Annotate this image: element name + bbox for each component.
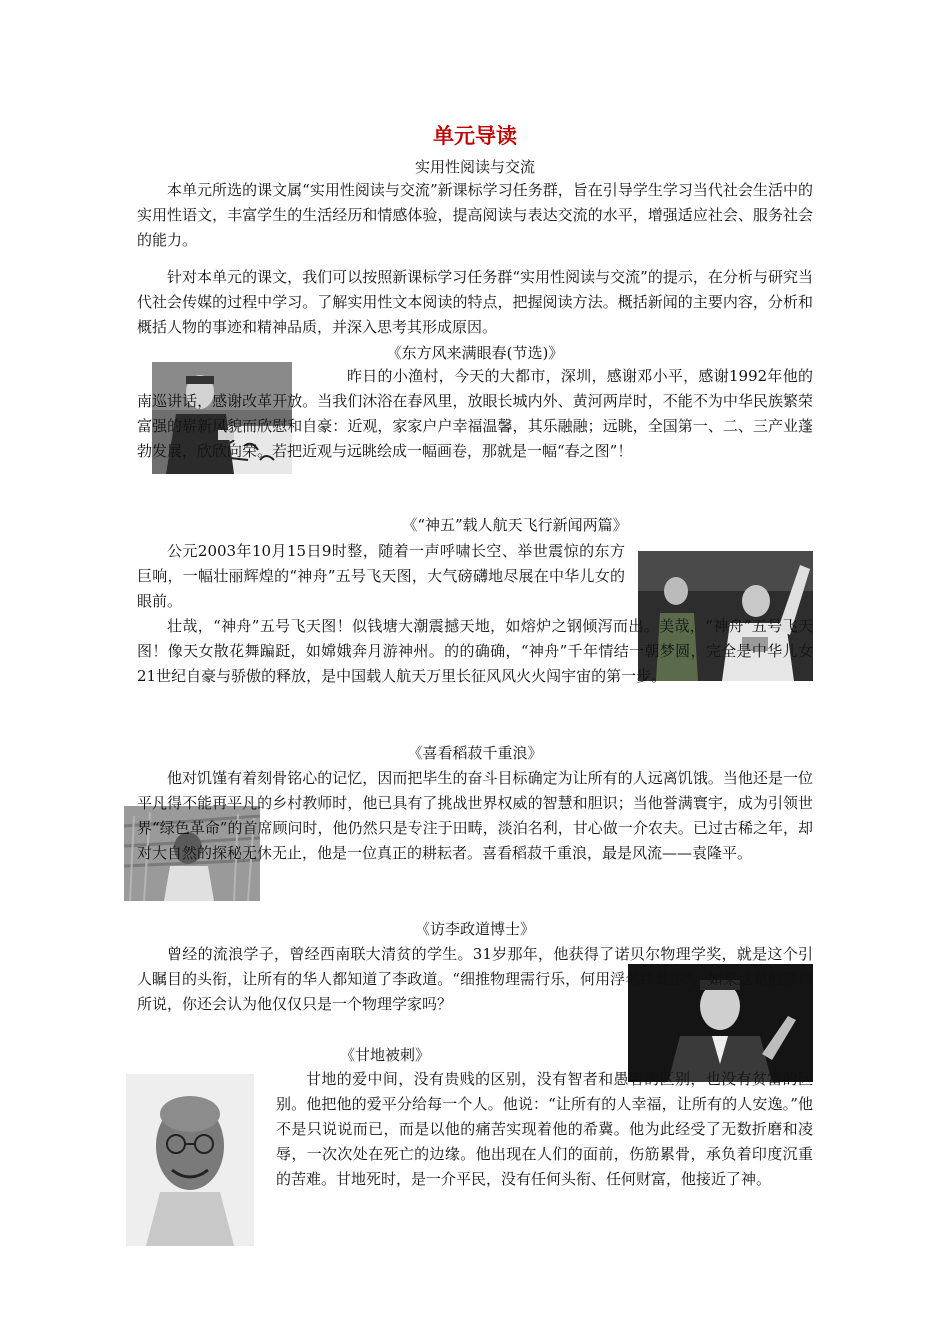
section-text-dongfang: 昨日的小渔村，今天的大都市，深圳，感谢邓小平，感谢1992年他的南巡讲话，感谢改革开放。当我们沐浴在春风里，放眼长城内外、黄河两岸时，不能不为中华民族繁荣富强的崭新风貌而欣慰和自豪：近观，家家户户幸福温馨，其乐融融；远眺，全国第一、二、三产业蓬勃发展，欣欣向荣。若把近观与远眺绘成一幅画卷，那就是一幅“春之图”！ [137,367,813,460]
section-text-shenwu-2: 壮哉，“神舟”五号飞天图！似钱塘大潮震撼天地，如熔炉之钢倾泻而出。美哉，“神舟”五号飞天图！像天女散花舞蹁跹，如嫦娥奔月游神州。的的确确，“神舟”千年情结一朝梦圆，完全是中华儿女21世纪自豪与骄傲的释放，是中国载人航天万里长征风风火火闯宇宙的第一步。 [137,617,813,685]
section-text-gandhi: 甘地的爱中间，没有贵贱的区别，没有智者和愚者的区别，也没有贫富的区别。他把他的爱平分给每一个人。他说：“让所有的人幸福，让所有的人安逸。”他不是只说说而已，而是以他的痛苦实现着他的希冀。他为此经受了无数折磨和凌辱，一次次处在死亡的边缘。他出现在人们的面前，伤筋累骨，承负着印度沉重的苦难。甘地死时，是一介平民，没有任何头衔、任何财富，他接近了神。 [276,1070,813,1188]
intro-paragraph-1: 本单元所选的课文属“实用性阅读与交流”新课标学习任务群，旨在引导学生学习当代社会生活中的实用性语文，丰富学生的生活经历和情感体验，提高阅读与表达交流的水平，增强适应社会、服务社会的能力。 [137,181,813,249]
section-heading-dongfang: 《东方风来满眼春(节选)》 [386,344,564,362]
section-heading-gandhi: 《甘地被刺》 [339,1046,430,1064]
section-text-daoshu: 他对饥馑有着刻骨铭心的记忆，因而把毕生的奋斗目标确定为让所有的人远离饥饿。当他还是一位平凡得不能再平凡的乡村教师时，他已具有了挑战世界权威的智慧和胆识；当他誉满寰宇，成为引领世界“绿色革命”的首席顾问时，他仍然只是专注于田畴，淡泊名利，甘心做一介农夫。已过古稀之年，却对大自然的探秘无休无止，他是一位真正的耕耘者。喜看稻菽千重浪，最是风流——袁隆平。 [137,769,813,862]
section-text-shenwu-1: 公元2003年10月15日9时整，随着一声呼啸长空、举世震惊的东方巨响，一幅壮丽辉煌的“神舟”五号飞天图，大气磅礴地尽展在中华儿女的眼前。 [137,542,625,610]
section-text-lizhengdao: 曾经的流浪学子，曾经西南联大清贫的学生。31岁那年，他获得了诺贝尔物理学奖，就是这个引人瞩目的头衔，让所有的华人都知道了李政道。“细推物理需行乐，何用浮名绊此生”，如果这是他亲口所说，你还会认为他仅仅只是一个物理学家吗？ [137,945,813,1013]
page-title: 单元导读 [433,124,517,148]
gandhi-portrait-photo [126,1074,254,1246]
section-heading-daoshu: 《喜看稻菽千重浪》 [407,744,543,762]
intro-paragraph-2: 针对本单元的课文，我们可以按照新课标学习任务群“实用性阅读与交流”的提示，在分析与研究当代社会传媒的过程中学习。了解实用性文本阅读的特点，把握阅读方法。概括新闻的主要内容，分析和概括人物的事迹和精神品质，并深入思考其形成原因。 [137,268,813,336]
subtitle: 实用性阅读与交流 [414,158,535,176]
section-heading-lizhengdao: 《访李政道博士》 [414,920,535,938]
section-heading-shenwu: 《“神五”载人航天飞行新闻两篇》 [402,516,628,534]
